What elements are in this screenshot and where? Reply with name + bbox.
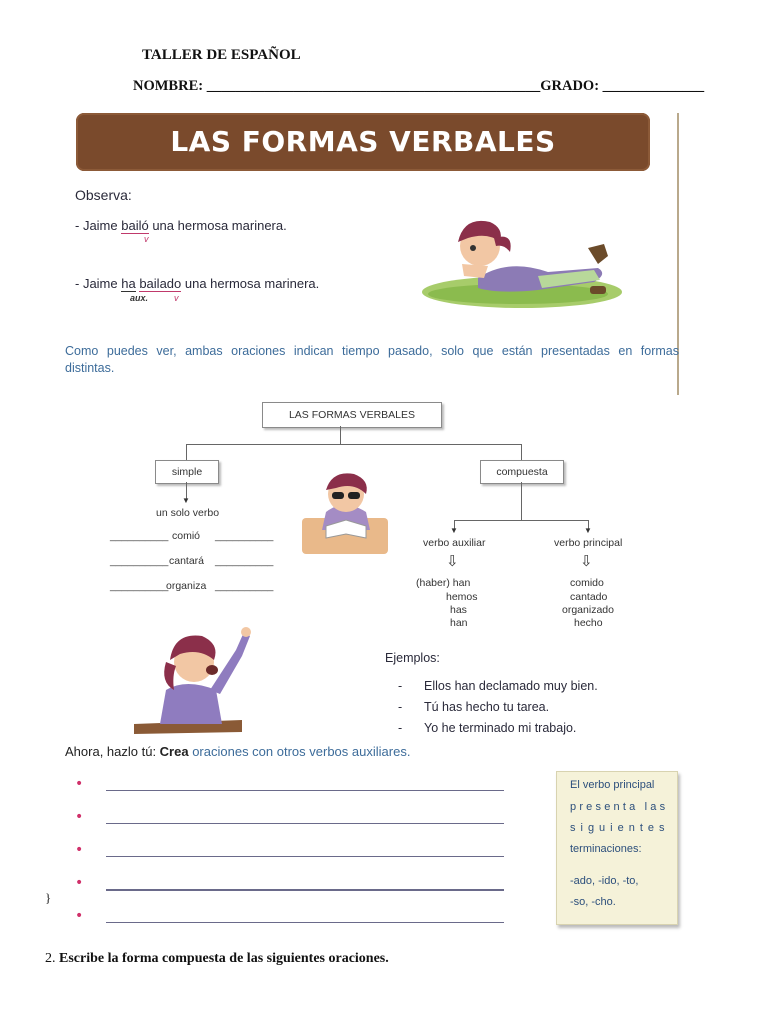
explanation-line-2: distintas.: [65, 361, 115, 375]
main-verb: bailado: [139, 276, 182, 291]
simple-item: cantará: [169, 555, 205, 567]
blank-line: __________: [215, 580, 274, 592]
simple-item: comió: [172, 530, 201, 542]
example-item: - Ellos han declamado muy bien.: [398, 679, 598, 693]
answer-line-1[interactable]: [106, 790, 504, 791]
main-item: cantado: [570, 591, 608, 603]
girl-reading-illustration: [296, 468, 394, 556]
main-item: organizado: [562, 604, 614, 616]
simple-item: organiza: [166, 580, 207, 592]
name-label: NOMBRE: ______________________________________________: [133, 78, 541, 94]
exercise-instruction: Ahora, hazlo tú: Crea oraciones con otros verbos auxiliares.: [65, 744, 411, 759]
note-line: terminaciones:: [570, 843, 642, 855]
sentence-rest: una hermosa marinera.: [181, 276, 320, 291]
girl-pointing-illustration: [132, 620, 252, 736]
sentence-prefix: - Jaime: [75, 276, 122, 291]
example-sentence-simple: [75, 218, 287, 233]
blank-line: __________: [110, 580, 169, 592]
connector: [454, 520, 588, 521]
connector: [186, 444, 522, 445]
note-line: siguientes: [570, 822, 670, 834]
bullet-icon: •: [75, 809, 84, 825]
blank-line: __________: [215, 555, 274, 567]
example-item: - Yo he terminado mi trabajo.: [398, 721, 577, 735]
simple-box: simple: [155, 460, 219, 484]
answer-line-4[interactable]: [106, 889, 504, 891]
compound-box: compuesta: [480, 460, 564, 484]
simple-subtitle: un solo verbo: [156, 507, 220, 519]
question-text: Escribe la forma compuesta de las siguientes oraciones.: [59, 951, 389, 966]
connector: [186, 444, 187, 460]
bullet-icon: •: [75, 875, 84, 891]
connector: [340, 426, 341, 444]
stray-brace: }: [45, 890, 52, 905]
aux-item: has: [450, 604, 467, 616]
arrow-down-icon: ▼: [584, 526, 592, 535]
bullet-icon: •: [75, 842, 84, 858]
sentence-rest: una hermosa marinera.: [148, 218, 287, 233]
hollow-arrow-icon: ⇩: [580, 553, 593, 570]
banner-title: LAS FORMAS VERBALES: [170, 125, 556, 158]
blank-line: __________: [110, 555, 169, 567]
question-number: 2.: [45, 951, 59, 966]
note-line: El verbo principal: [570, 779, 655, 791]
hollow-arrow-icon: ⇩: [446, 553, 459, 570]
aux-item: hemos: [446, 591, 478, 603]
note-line: -ado, -ido, -to,: [570, 875, 639, 887]
answer-line-3[interactable]: [106, 856, 504, 857]
example-item: - Tú has hecho tu tarea.: [398, 700, 550, 714]
bullet-icon: •: [75, 908, 84, 924]
sentence-prefix: - Jaime: [75, 218, 122, 233]
blank-line: __________: [110, 530, 169, 542]
note-line: -so, -cho.: [570, 896, 616, 908]
bullet-icon: •: [75, 776, 84, 792]
aux-mark: aux.: [130, 293, 149, 303]
answer-line-5[interactable]: [106, 922, 504, 923]
question-2: [45, 951, 389, 967]
aux-verb: ha: [121, 276, 136, 291]
observe-label: Observa:: [75, 187, 132, 203]
main-verb-label: verbo principal: [554, 537, 623, 549]
connector: [521, 444, 522, 460]
answer-line-2[interactable]: [106, 823, 504, 824]
note-line: presenta las: [570, 801, 669, 813]
main-item: comido: [570, 577, 604, 589]
girl-lying-illustration: [418, 208, 624, 310]
explanation-line-1: Como puedes ver, ambas oraciones indican tiempo pasado, solo que están presentadas en formas: [65, 344, 679, 358]
connector: [521, 482, 522, 520]
student-info-line: [133, 78, 704, 95]
verb-mark: v: [174, 293, 179, 303]
grade-label: GRADO: ______________: [540, 78, 705, 94]
simple-verb: bailó: [121, 218, 149, 233]
main-item: hecho: [574, 617, 603, 629]
arrow-down-icon: ▼: [182, 496, 190, 505]
verb-mark: v: [144, 234, 149, 244]
aux-item: han: [450, 617, 468, 629]
arrow-down-icon: ▼: [450, 526, 458, 535]
aux-item: (haber) han: [416, 577, 471, 589]
workshop-title: TALLER DE ESPAÑOL: [142, 47, 301, 63]
examples-label: Ejemplos:: [385, 651, 440, 665]
blank-line: __________: [215, 530, 274, 542]
diagram-root-box: LAS FORMAS VERBALES: [262, 402, 442, 428]
example-sentence-compound: [75, 276, 319, 291]
aux-verb-label: verbo auxiliar: [423, 537, 486, 549]
